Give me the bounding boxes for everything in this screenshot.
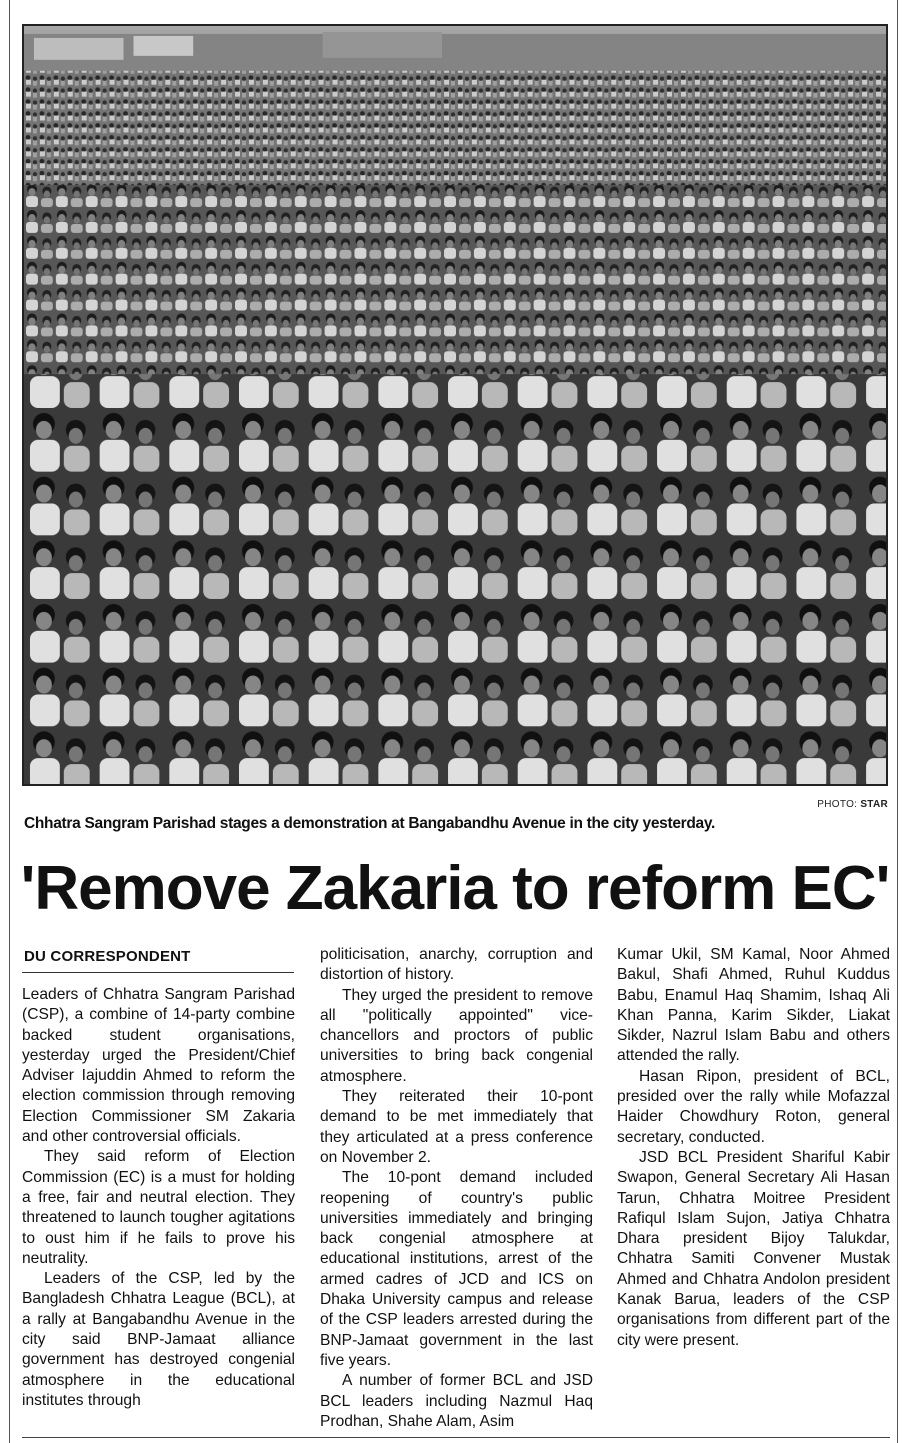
right-column-rule — [897, 0, 898, 1443]
photo-credit-name: STAR — [860, 799, 888, 810]
article-paragraph: A number of former BCL and JSD BCL leaders including Nazmul Haq Prodhan, Shahe Alam, Asim — [320, 1372, 593, 1430]
article-column-2 — [320, 945, 593, 1432]
article-paragraph: Leaders of the CSP, led by the Bangladesh Chhatra League (BCL), at a rally at Bangabandhu Avenue in the city said BNP-Jamaat alliance government has destroyed congenial atmosphere in the educational institutes through — [22, 1270, 295, 1409]
article-paragraph: They said reform of Election Commission (EC) is a must for holding a free, fair and neutral election. They threatened to launch tougher agitations to oust him if he fails to prove his neutrality. — [22, 1148, 295, 1267]
photo-credit — [817, 799, 888, 810]
left-column-rule — [9, 0, 10, 1443]
photo-caption: Chhatra Sangram Parishad stages a demonstration at Bangabandhu Avenue in the city yesterday. — [24, 815, 716, 832]
crowd-photo-graphic — [24, 26, 886, 784]
article-column-1 — [22, 985, 295, 1411]
article-paragraph: They urged the president to remove all "politically appointed" vice-chancellors and proctors of public universities to bring back congenial atmosphere. — [320, 986, 593, 1085]
article-paragraph: The 10-pont demand included reopening of country's public universities immediately and bringing back congenial atmosphere at educational institutions, arrest of the armed cadres of JCD and ICS on Dhaka University campus and release of the CSP leaders arrested during the BNP-Jamaat government in the last five years. — [320, 1169, 593, 1369]
article-paragraph: They reiterated their 10-pont demand to be met immediately that they articulated at a press conference on November 2. — [320, 1088, 593, 1166]
article-paragraph: Kumar Ukil, SM Kamal, Noor Ahmed Bakul, Shafi Ahmed, Ruhul Kuddus Babu, Enamul Haq Shamim, Ishaq Ali Khan Panna, Karim Sikder, Liakat Sikder, Nazrul Islam Babu and others attended the rally. — [617, 946, 890, 1065]
article-paragraph: Hasan Ripon, president of BCL, presided over the rally while Mofazzal Haider Chowdhury Roton, general secretary, conducted. — [617, 1067, 890, 1146]
article-paragraph: Leaders of Chhatra Sangram Parishad (CSP), a combine of 14-party combine backed student organisations, yesterday urged the President/Chief Adviser Iajuddin Ahmed to reform the election commission through removing Election Commissioner SM Zakaria and other controversial officials. — [22, 986, 295, 1146]
byline-rule — [22, 972, 294, 973]
headline: 'Remove Zakaria to reform EC' — [20, 854, 890, 923]
article-paragraph: politicisation, anarchy, corruption and distortion of history. — [320, 946, 593, 984]
article-paragraph: JSD BCL President Shariful Kabir Swapon, General Secretary Ali Hasan Tarun, Chhatra Moitree President Rafiqul Islam Sujon, Jatiya Chhatra Dhara president Bijoy Talukdar, Chhatra Samiti Convener Mustak Ahmed and Chhatra Andolon president Kanak Barua, leaders of the CSP organisations from different part of the city were present. — [617, 1148, 890, 1349]
article-column-3 — [617, 945, 890, 1351]
news-photo — [22, 24, 888, 786]
byline: DU CORRESPONDENT — [24, 948, 191, 965]
photo-credit-prefix: PHOTO: — [817, 799, 861, 810]
bottom-rule — [22, 1437, 890, 1438]
